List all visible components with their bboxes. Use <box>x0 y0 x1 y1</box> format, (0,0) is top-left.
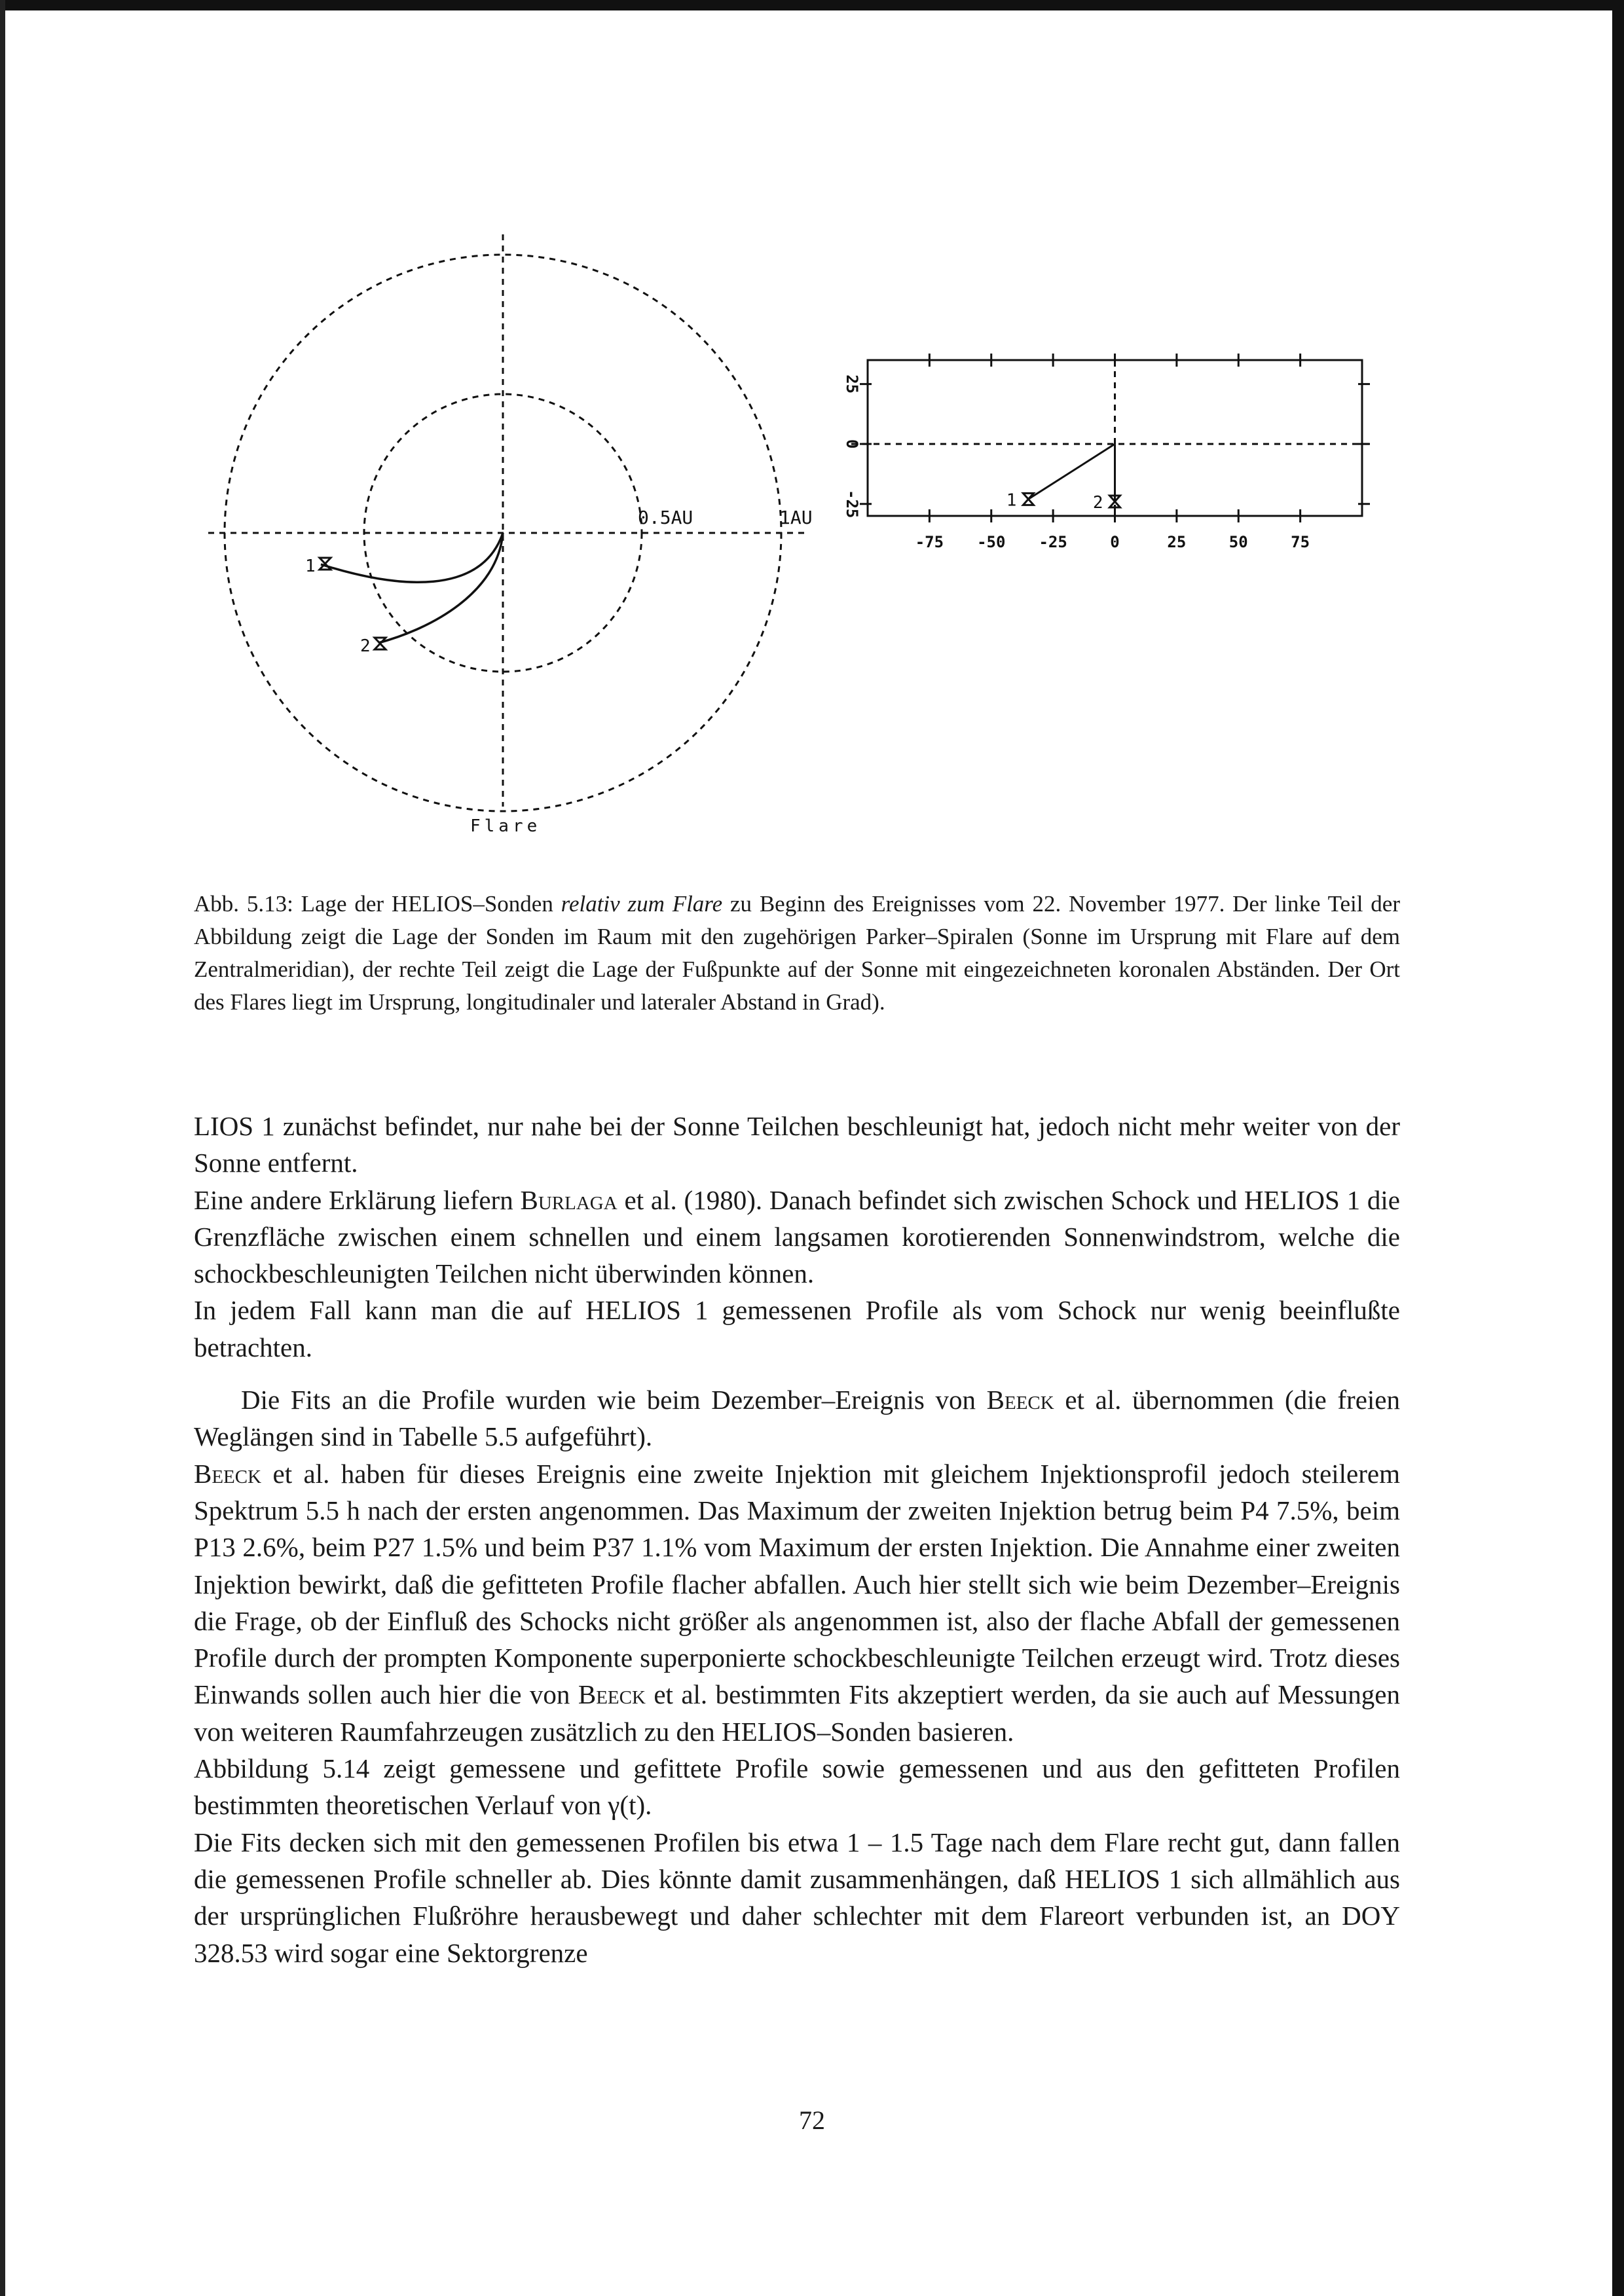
paragraph-1: LIOS 1 zunächst befindet, nur nahe bei der Sonne Teilchen beschleunigt hat, jedoch nicht mehr weiter von der Sonne entfernt. <box>194 1111 1400 1178</box>
author-beeck-3: Beeck <box>578 1679 646 1710</box>
x-tick-label-0: -75 <box>915 533 944 551</box>
footpoint-marker-1 <box>1023 493 1033 505</box>
probe-2-marker <box>375 638 386 649</box>
footpoint-chart <box>0 0 1624 589</box>
paragraph-5 <box>194 1455 1400 1750</box>
footpoint-label-2: 2 <box>1092 493 1103 513</box>
paragraph-5-text-b: et al. bestimmten Fits akzeptiert werden, da sie auch auf Messungen von weiteren Raumfahrzeugen zusätzlich zu den HELIOS–Sonden basieren. <box>194 1679 1400 1747</box>
y-tick-label-1: 0 <box>843 439 861 449</box>
y-tick-label-0: 25 <box>843 374 861 394</box>
paragraph-7: Die Fits decken sich mit den gemessenen Profilen bis etwa 1 – 1.5 Tage nach dem Flare recht gut, dann fallen die gemessenen Profile schneller ab. Dies könnte damit zusammenhängen, daß HELIOS 1 sich allmählich aus der ursprünglichen Flußröhre herausbewegt und daher schlechter mit dem Flareort verbunden ist, an DOY 328.53 wird sogar eine Sektorgrenze <box>194 1827 1400 1968</box>
probe-2-label: 2 <box>360 636 371 656</box>
paragraph-5-text-a: et al. haben für dieses Ereignis eine zweite Injektion mit gleichem Injektionsprofil jedoch steilerem Spektrum 5.5 h nach der ersten angenommen. Das Maximum der zweiten Injektion betrug beim P4 7.5%, beim P13 2.6%, beim P27 1.5% und beim P37 1.1% vom Maximum der ersten Injektion. Die Annahme einer zweiten Injektion bewirkt, daß die gefitteten Profile flacher abfallen. Auch hier stellt sich wie beim Dezember–Ereignis die Frage, ob der Einfluß des Schocks nicht größer als angenommen ist, also der flache Abfall der gemessenen Profile durch der prompten Komponente superponierte schockbeschleunigte Teilchen erzeugt wird. Trotz dieses Einwands sollen auch hier die von <box>194 1458 1400 1710</box>
paragraph-2-text-a: Eine andere Erklärung liefern <box>194 1184 521 1215</box>
paragraph-2-text-b: et al. (1980). Danach befindet sich zwischen Schock und HELIOS 1 die Grenzfläche zwischen einem schnellen und einem langsamen korotierenden Sonnenwindstrom, welche die schockbeschleunigten Teilchen nicht überwinden können. <box>194 1184 1400 1289</box>
x-tick-label-4: 25 <box>1167 533 1187 551</box>
half-au-label: 0.5AU <box>638 507 693 528</box>
one-au-label: 1AU <box>779 507 813 528</box>
paragraph-2 <box>194 1182 1400 1292</box>
paragraph-6: Abbildung 5.14 zeigt gemessene und gefittete Profile sowie gemessenen und aus den gefitteten Profilen bestimmten theoretischen Verlauf von γ(t). <box>194 1753 1400 1821</box>
probe-1-label: 1 <box>305 556 316 576</box>
caption-emphasis: relativ zum Flare <box>561 891 723 917</box>
footpoint-label-1: 1 <box>1006 490 1017 511</box>
caption-rest: zu Beginn des Ereignisses vom 22. November 1977. Der linke Teil der Abbildung zeigt die Lage der Sonden im Raum mit den zugehörigen Parker–Spiralen (Sonne im Ursprung mit Flare auf dem Zentralmeridian), der rechte Teil zeigt die Lage der Fußpunkte auf der Sonne mit eingezeichneten koronalen Abständen. Der Ort des Flares liegt im Ursprung, longitudinaler und lateraler Abstand in Grad). <box>194 891 1400 1015</box>
paragraph-3: In jedem Fall kann man die auf HELIOS 1 gemessenen Profile als vom Schock nur wenig beeinflußte betrachten. <box>194 1295 1400 1362</box>
paragraph-4-text-b: et al. übernommen (die freien Weglängen sind in Tabelle 5.5 aufgeführt). <box>194 1385 1400 1452</box>
paragraph-4-text-a: Die Fits an die Profile wurden wie beim Dezember–Ereignis von <box>241 1385 987 1415</box>
x-tick-label-6: 75 <box>1291 533 1310 551</box>
paragraph-4 <box>194 1381 1400 1455</box>
author-beeck: Beeck <box>986 1385 1054 1415</box>
x-tick-label-3: 0 <box>1110 533 1120 551</box>
x-tick-label-5: 50 <box>1228 533 1248 551</box>
x-tick-label-1: -50 <box>977 533 1006 551</box>
y-tick-label-2: -25 <box>843 490 861 519</box>
caption-prefix: Abb. 5.13: Lage der HELIOS–Sonden <box>194 891 561 917</box>
flare-label: Flare <box>470 816 542 836</box>
figure-caption <box>194 888 1400 1019</box>
body-text <box>194 1108 1400 1971</box>
x-tick-label-2: -25 <box>1039 533 1067 551</box>
footpoint-line-1 <box>1028 444 1115 499</box>
author-burlaga: Burlaga <box>520 1184 618 1215</box>
page-number: 72 <box>799 2105 825 2135</box>
author-beeck-2: Beeck <box>194 1458 262 1489</box>
